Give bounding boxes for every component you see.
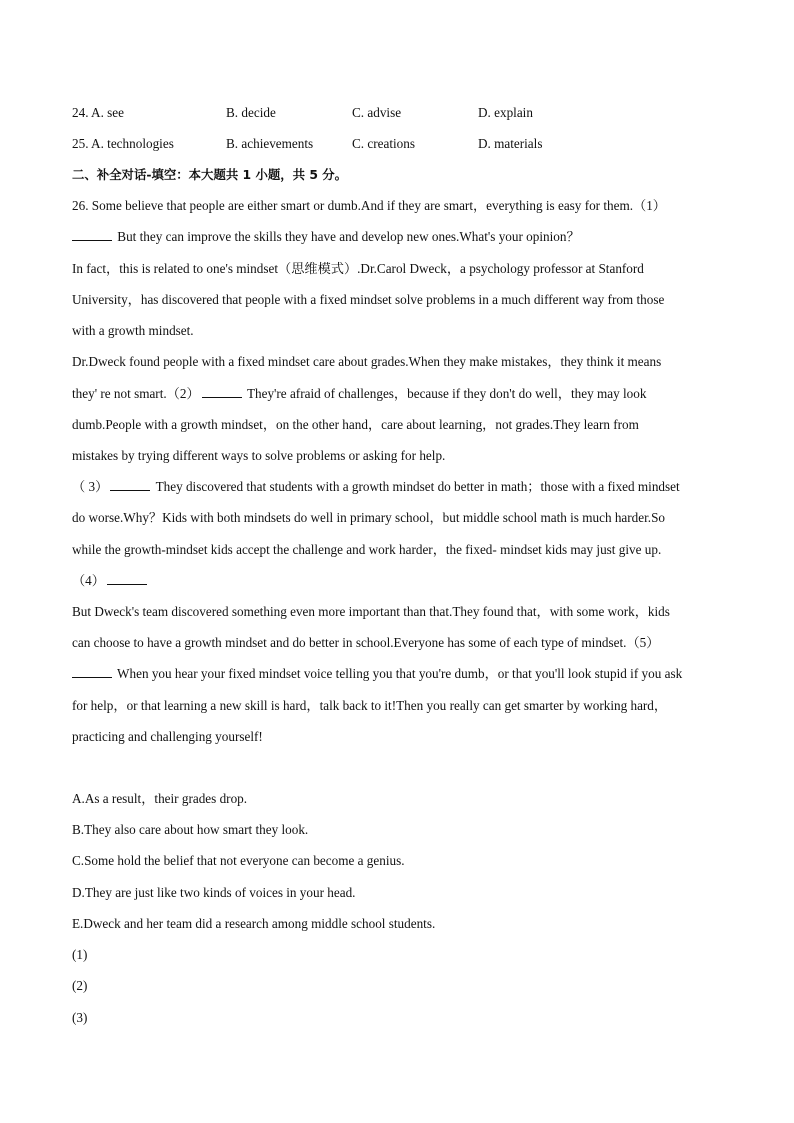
question-24-options [72,105,732,121]
q24-option-d: D. explain [478,105,533,120]
passage-line [72,229,580,245]
passage-line: University，has discovered that people with a fixed mindset solve problems in a much different way from those [72,292,665,307]
choice-b: B.They also care about how smart they look. [72,822,309,837]
passage-line: dumb.People with a growth mindset，on the other hand，care about learning，not grades.They learn from [72,417,639,432]
answer-slot-1[interactable]: (1) [72,947,88,962]
blank-5[interactable] [72,666,112,678]
q25-option-a: 25. A. technologies [72,136,174,151]
passage-text: But they can improve the skills they have and develop new ones.What's your opinion？ [114,229,580,244]
passage-line: practicing and challenging yourself! [72,729,263,744]
answer-slot-2[interactable]: (2) [72,978,88,993]
section-heading: 二、补全对话-填空：本大题共 1 小题，共 5 分。 [72,167,348,182]
passage-line: mistakes by trying different ways to solve problems or asking for help. [72,448,446,463]
choice-a: A.As a result，their grades drop. [72,791,248,806]
passage-line [72,386,646,402]
passage-text: They discovered that students with a growth mindset do better in math；those with a fixed mindset [152,479,680,494]
answer-slot-3[interactable]: (3) [72,1010,88,1025]
passage-text: When you hear your fixed mindset voice telling you that you're dumb，or that you'll look stupid if you ask [114,666,683,681]
blank-2[interactable] [202,386,242,398]
passage-line [72,666,682,682]
blank-1[interactable] [72,229,112,241]
blank-3[interactable] [110,479,150,491]
passage-line: Dr.Dweck found people with a fixed mindset care about grades.When they make mistakes，they think it means [72,354,662,369]
passage-line: can choose to have a growth mindset and do better in school.Everyone has some of each type of mindset.（5） [72,635,660,650]
passage-text: they' re not smart.（2） [72,386,200,401]
passage-line [72,573,149,589]
passage-text: （ 3） [72,479,109,494]
q24-option-b: B. decide [226,105,276,120]
choice-e: E.Dweck and her team did a research among middle school students. [72,916,436,931]
passage-line: do worse.Why？Kids with both mindsets do well in primary school，but middle school math is much harder.So [72,510,666,525]
q24-option-c: C. advise [352,105,402,120]
passage-line: for help，or that learning a new skill is hard，talk back to it!Then you really can get smarter by working hard， [72,698,668,713]
choice-d: D.They are just like two kinds of voices in your head. [72,885,356,900]
passage-line: while the growth-mindset kids accept the challenge and work harder，the fixed- mindset kids may just give up. [72,542,662,557]
passage-line: 26. Some believe that people are either smart or dumb.And if they are smart，everything is easy for them.（1） [72,198,666,213]
q25-option-d: D. materials [478,136,543,151]
q25-option-c: C. creations [352,136,415,151]
passage-line: with a growth mindset. [72,323,194,338]
passage-line [72,479,680,495]
q25-option-b: B. achievements [226,136,314,151]
choice-c: C.Some hold the belief that not everyone can become a genius. [72,853,405,868]
passage-text: （4） [72,573,105,588]
passage-line: In fact，this is related to one's mindset（思维模式）.Dr.Carol Dweck，a psychology professor at Stanford [72,261,644,276]
q24-option-a: 24. A. see [72,105,125,120]
passage-line: But Dweck's team discovered something even more important than that.They found that，with some work，kids [72,604,670,619]
passage-text: They're afraid of challenges，because if they don't do well，they may look [243,386,647,401]
question-25-options [72,136,732,152]
blank-4[interactable] [107,573,147,585]
